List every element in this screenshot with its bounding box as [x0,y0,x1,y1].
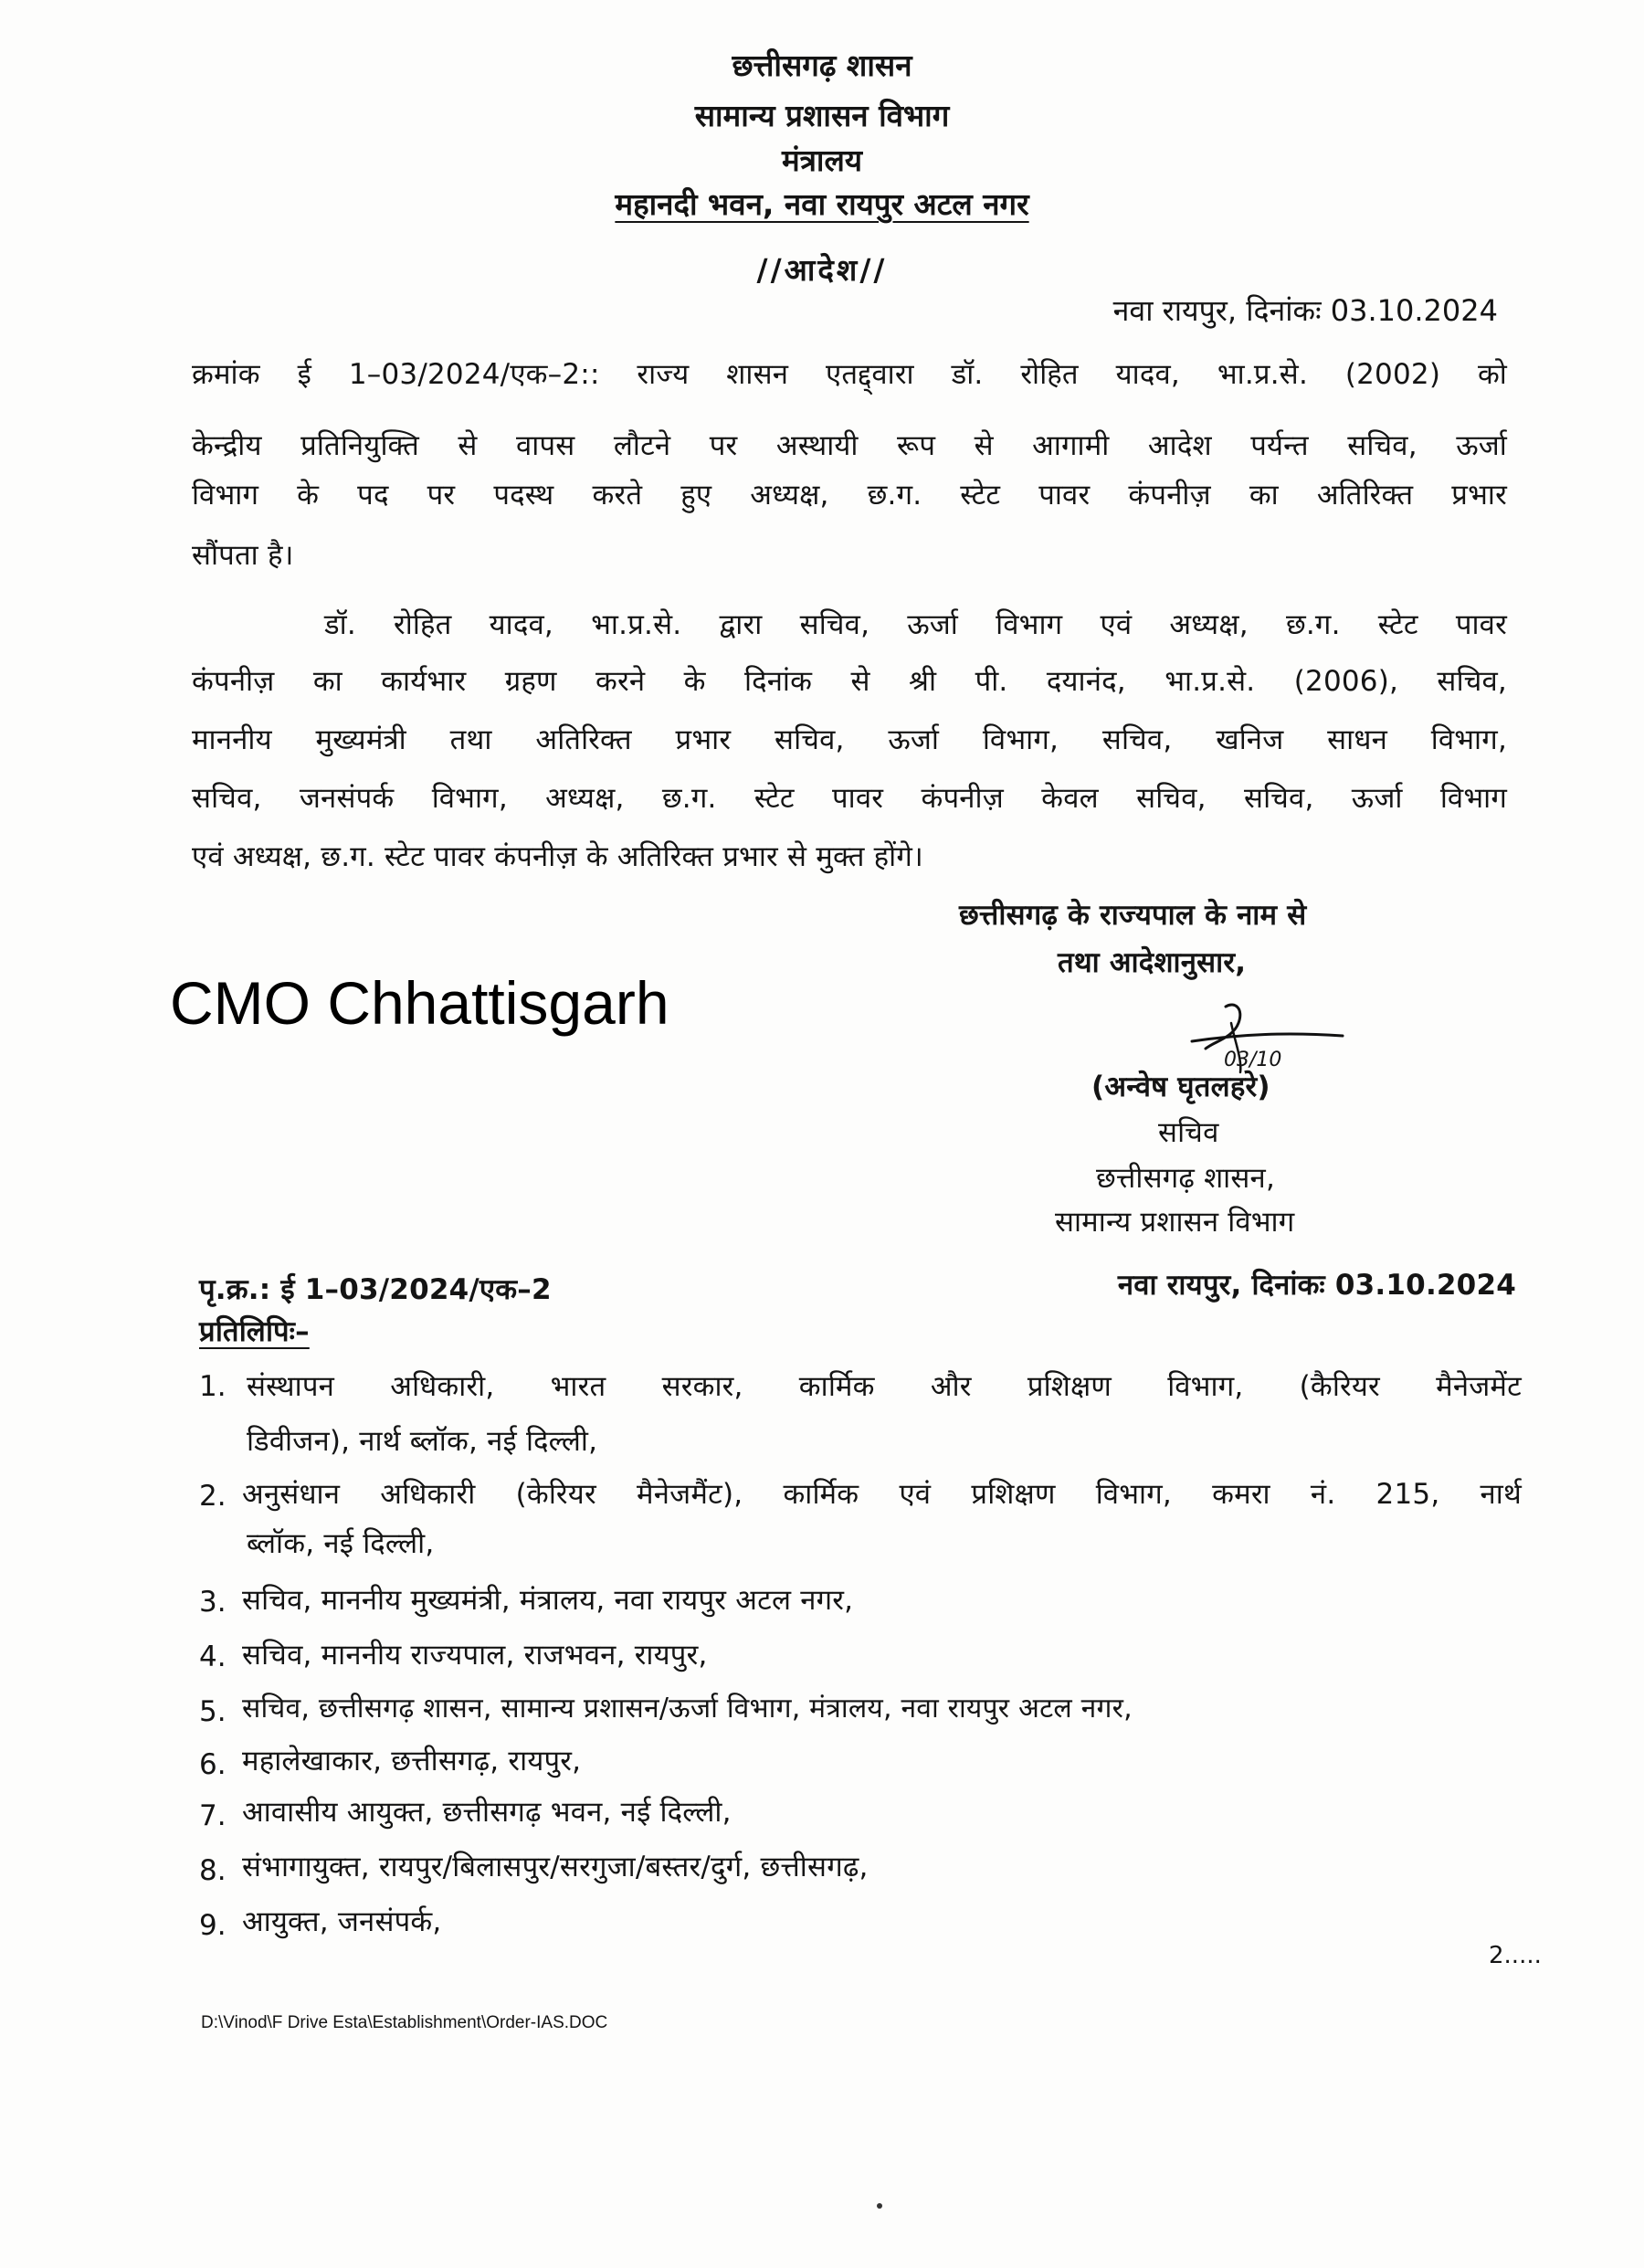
para2-line4: सचिव, जनसंपर्क विभाग, अध्यक्ष, छ.ग. स्टेट पावर कंपनीज़ केवल सचिव, सचिव, ऊर्जा विभाग [192,782,1507,815]
order-title: //आदेश// [756,252,888,288]
header-department: सामान्य प्रशासन विभाग [694,98,950,133]
header-govt: छत्तीसगढ़ शासन [732,47,912,83]
list-item-cont: डिवीजन), नार्थ ब्लॉक, नई दिल्ली, [247,1425,598,1458]
order-place-date: नवा रायपुर, दिनांकः 03.10.2024 [1112,293,1498,328]
signatory-designation: सचिव [1158,1116,1219,1149]
list-item: अनुसंधान अधिकारी (केरियर मैनेजमैंट), कार्मिक एवं प्रशिक्षण विभाग, कमरा नं. 215, नार्थ [242,1478,1522,1511]
list-number: 9. [199,1909,227,1942]
list-item: आयुक्त, जनसंपर्क, [242,1905,442,1938]
list-number: 7. [199,1799,227,1832]
list-item: सचिव, माननीय राज्यपाल, राजभवन, रायपुर, [242,1639,708,1672]
para2-line1: डॉ. रोहित यादव, भा.प्र.से. द्वारा सचिव, ऊर्जा विभाग एवं अध्यक्ष, छ.ग. स्टेट पावर [324,608,1507,641]
para2-line2: कंपनीज़ का कार्यभार ग्रहण करने के दिनांक से श्री पी. दयानंद, भा.प्र.से. (2006), सचिव, [192,665,1507,698]
signatory-dept: सामान्य प्रशासन विभाग [1055,1206,1295,1239]
stray-mark [877,2203,882,2209]
endorsement-ref: पृ.क्र.: ई 1–03/2024/एक–2 [199,1273,552,1306]
endorsement-place-date: नवा रायपुर, दिनांकः 03.10.2024 [1117,1269,1516,1302]
para1-line4: सौंपता है। [192,539,294,572]
header-address: महानदी भवन, नवा रायपुर अटल नगर [615,186,1029,222]
authority-line1: छत्तीसगढ़ के राज्यपाल के नाम से [959,899,1307,932]
list-item: संभागायुक्त, रायपुर/बिलासपुर/सरगुजा/बस्तर/दुर्ग, छत्तीसगढ़, [242,1851,869,1883]
list-item: सचिव, माननीय मुख्यमंत्री, मंत्रालय, नवा रायपुर अटल नगर, [242,1584,854,1617]
list-item: महालेखाकार, छत्तीसगढ़, रायपुर, [242,1745,582,1777]
signatory-govt: छत्तीसगढ़ शासन, [1096,1162,1276,1195]
list-number: 3. [199,1586,227,1619]
para1-line1: क्रमांक ई 1–03/2024/एक–2:: राज्य शासन एतद्द्वारा डॉ. रोहित यादव, भा.प्र.से. (2002) को [192,358,1507,391]
list-number: 8. [199,1854,227,1887]
list-number: 6. [199,1748,227,1781]
list-number: 4. [199,1640,227,1673]
file-path: D:\Vinod\F Drive Esta\Establishment\Order-IAS.DOC [201,2013,608,2032]
para2-line5: एवं अध्यक्ष, छ.ग. स्टेट पावर कंपनीज़ के अतिरिक्त प्रभार से मुक्त होंगे। [192,840,923,873]
signatory-name: (अन्वेष घृतलहरे) [1091,1071,1270,1103]
list-number: 1. [199,1370,227,1403]
list-item-cont: ब्लॉक, नई दिल्ली, [247,1527,435,1560]
header-ministry: मंत्रालय [781,142,862,178]
list-item: आवासीय आयुक्त, छत्तीसगढ़ भवन, नई दिल्ली, [242,1796,732,1829]
copy-label: प्रतिलिपिः– [199,1315,310,1348]
list-number: 2. [199,1480,227,1513]
authority-line2: तथा आदेशानुसार, [1058,946,1247,979]
list-item: सचिव, छत्तीसगढ़ शासन, सामान्य प्रशासन/ऊर्जा विभाग, मंत्रालय, नवा रायपुर अटल नगर, [242,1693,1133,1725]
page-continue: 2..... [1489,1942,1542,1969]
list-number: 5. [199,1695,227,1728]
watermark-text: CMO Chhattisgarh [170,969,669,1037]
para1-line3: विभाग के पद पर पदस्थ करते हुए अध्यक्ष, छ.ग. स्टेट पावर कंपनीज़ का अतिरिक्त प्रभार [192,479,1507,512]
list-item: संस्थापन अधिकारी, भारत सरकार, कार्मिक और प्रशिक्षण विभाग, (कैरियर मैनेजमेंट [247,1370,1522,1403]
signature-date-scribble: 03/10 [1224,1049,1282,1071]
para2-line3: माननीय मुख्यमंत्री तथा अतिरिक्त प्रभार सचिव, ऊर्जा विभाग, सचिव, खनिज साधन विभाग, [192,723,1507,756]
para1-line2: केन्द्रीय प्रतिनियुक्ति से वापस लौटने पर अस्थायी रूप से आगामी आदेश पर्यन्त सचिव, ऊर्जा [192,429,1507,462]
